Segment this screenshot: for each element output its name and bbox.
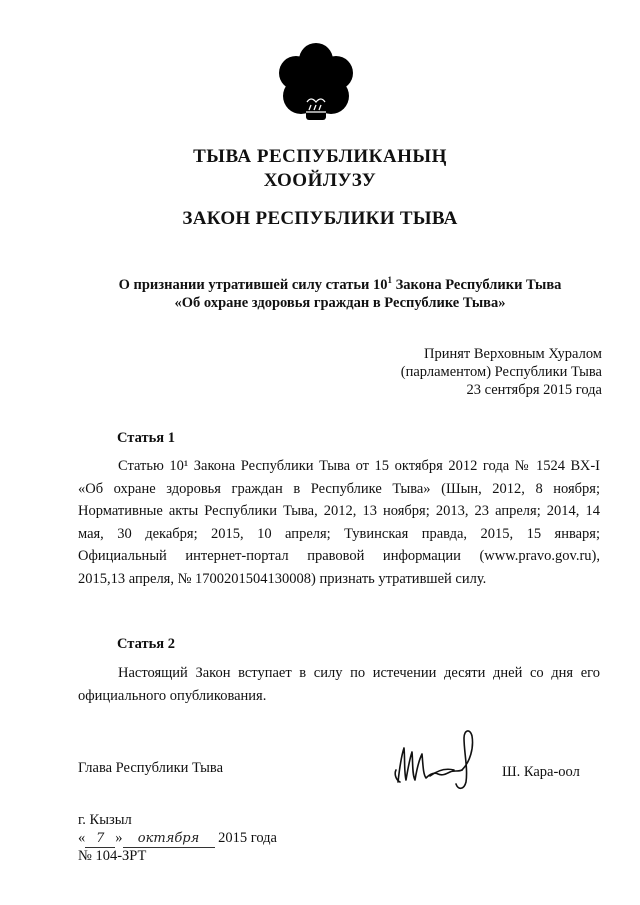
article-2-line: Настоящий Закон вступает в силу по истечении десяти дней со дня его [118, 665, 600, 681]
document-title-line1 [90, 276, 590, 294]
city: г. Кызыл [78, 812, 132, 828]
adoption-line: Принят Верховным Хуралом [424, 346, 602, 362]
law-word-tuvan: ХООЙЛУЗУ [263, 170, 377, 191]
article-1-line: мая, 30 декабря; 2015, 10 апреля; Тувинская правда, 2015, 15 января; [78, 525, 600, 542]
article-1-line: Официальный интернет-портал правовой информации (www.pravo.gov.ru), [78, 548, 600, 565]
article-2-heading: Статья 2 [117, 636, 175, 652]
article-1-line: 2015,13 апреля, № 1700201504130008) признать утратившей силу. [78, 570, 487, 587]
signatory-name: Ш. Кара-оол [502, 764, 580, 780]
title-text-post: Закона Республики Тыва [392, 277, 562, 293]
article-1-line: Статью 10¹ Закона Республики Тыва от 15 октября 2012 года № 1524 ВХ-I [118, 458, 600, 474]
article-2-line: официального опубликования. [78, 687, 267, 704]
quote-close: » [115, 829, 123, 846]
article-1-heading: Статья 1 [117, 430, 175, 446]
signatory-position: Глава Республики Тыва [78, 760, 224, 776]
handwritten-signature-icon [390, 724, 490, 794]
handwritten-day: 7 [85, 830, 115, 849]
signing-date [78, 830, 277, 849]
article-1-line: «Об охране здоровья граждан в Республике Тыва» (Шын, 2012, 8 ноября; [78, 480, 600, 497]
law-title: ЗАКОН РЕСПУБЛИКИ ТЫВА [182, 208, 458, 229]
tuva-emblem-icon [276, 40, 356, 126]
title-superscript: 1 [387, 275, 393, 285]
republic-name-tuvan: ТЫВА РЕСПУБЛИКАНЫҢ [193, 146, 447, 167]
adoption-date: 23 сентября 2015 года [466, 382, 602, 398]
adoption-line: (парламентом) Республики Тыва [400, 364, 602, 380]
handwritten-month: октября [123, 830, 215, 849]
adoption-note [401, 345, 602, 399]
law-number: № 104-ЗРТ [78, 848, 147, 864]
quote-open: « [78, 829, 86, 846]
document-title-line2: «Об охране здоровья граждан в Республике Тыва» [174, 295, 506, 311]
place-date-block [78, 812, 277, 866]
article-2-text [78, 662, 600, 707]
title-text-pre: О признании утратившей силу статьи 10 [118, 277, 388, 293]
article-1-text [78, 455, 600, 591]
year-text: 2015 года [218, 829, 277, 846]
article-1-line: Нормативные акты Республики Тыва, 2012, 13 ноября; 2013, 23 апреля; 2014, 14 [78, 503, 600, 520]
